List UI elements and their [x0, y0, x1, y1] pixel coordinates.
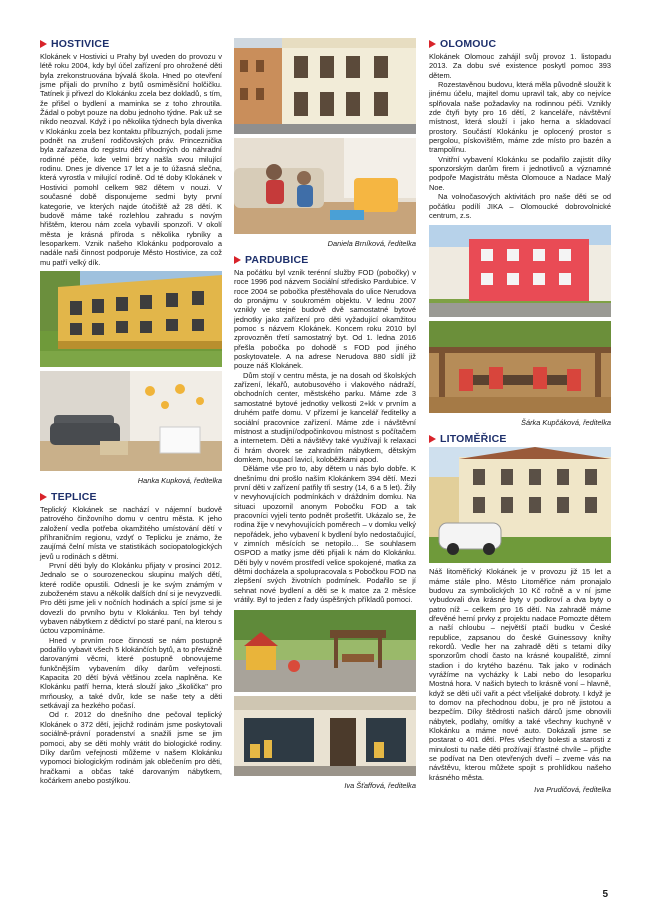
- section-heading-teplice: TEPLICE: [40, 491, 222, 503]
- red-triangle-icon: [40, 40, 47, 48]
- column-middle: [234, 38, 416, 796]
- olomouc-building-photo: [429, 225, 611, 317]
- pardubice-street-photo: [234, 38, 416, 134]
- hostivice-text: Klokánek v Hostivici u Prahy byl uveden do provozu v létě roku 2004, kdy byl účel zařízení pro ohrožené děti byla zrekonstruována bývalá škola. Hned po otevření jsme přijali do prvního z bytů osmiměsíční holčičku. Tatínek ji přivezl do Klokánku zcela bez dokladů, s tím, že přišel o bydlení a maminka se z toho zhroutila. Žádal o pobyt pouze na dobu jednoho týdne. Pak už se nikdo neozval. Když i po několika týdnech byla divenka v Klokánku zcela bez kontaktu příbuzných, podali jsme podnět na zrušení rodičovských práv. Princeznička byla zařazena do registru dětí vhodných do náhradní rodinné péče, kde velmi brzy našla svou milující rodinu. Dnes je dívence 17 let a je to úžasná slečna, která vyrostla v milující rodině. Od té doby Klokánek v Hostivici pomohl celkem 982 dětem v nouzi. V současné době disponujeme sedmi byty první kategorie, ve kterých najde útočiště až 28 dětí. K budově máme také rozlehlou zahradu s novým hřištěm, kterou nám zcela vybavili sponzoři. V okolí města je krásná příroda s několika rybníky a lesoparkem. Vznik našeho Klokánku podporovalo a nadále naši činnost podporuje Město Hostivice, za což mu patří velký dík.: [40, 52, 222, 267]
- hostivice-director-caption: Hanka Kupková, ředitelka: [137, 475, 222, 485]
- section-heading-pardubice: PARDUBICE: [234, 254, 416, 266]
- red-triangle-icon: [429, 435, 436, 443]
- section-heading-olomouc: OLOMOUC: [429, 38, 611, 50]
- red-triangle-icon: [40, 493, 47, 501]
- pardubice-text: Na počátku byl vznik terénní služby FOD (pobočky) v roce 1996 pod názvem Sociální středisko Pardubice. V roce 2004 se pobočka přestěhovala do ulice Nerudova do pronájmu v soukromém objektu. V lednu 2007 vznikly ve stejné budově dvě samostatné bytové jednotky jako zařízení pro děti vyžadující okamžitou pomoc s názvem Klokánek. Koncem roku 2010 byl zprovozněn třetí samostatný byt. Od 1. ledna 2016 přešla pobočka po dohodě s FOD pod jiného poskytovatele. A na adrese Nerudova 880 sídlí již pouze náš Klokánek. Dům stojí v centru města, je na dosah od školských zařízení, lékařů, autobusového i vlakového nádraží, obchodních center, městského parku. Máme zde 3 samostatné bytové jednotky velkosti 2+kk v prvním a druhém patře domu. V přízemí je kancelář ředitelky a sociální pracovnice zařízení. Máme zde i návštěvní místnost a studijní/odpočinkovou místnost s počítačem a internetem. Děti a návštěvy také využívají k relaxaci či hrám dvorek se zahradním nábytkem, dětským domkem, houpací lavicí, koloběžkami apod. Děláme vše pro to, aby dětem u nás bylo dobře. K dnešnímu dni prošlo naším Klokánkem 394 dětí. Mezi první děti v zařízení patřily tři sestry (14, 6 a 5 let). Žily v nevyhovujících podmínkách v dráždním domku. Na situaci upozornil anonym Pobočku FOD a tak pracovníci vyjeli tento podnět prošetřit. Ukázalo se, že rodina žije v nevyhovujících poměrech – v domku velký nepořádek, jeho vybavení k bydlení bylo nedostačující, v zimních měsících se netopilo… Se souhlasem OSPOD a matky jsme děti přijali k nám do Klokánku. Děti byly v novém prostředí velice spokojené, matka za dětmi docházela a spolupracovala s Pobočkou FOD na zlepšení svých životních podmínek. Podařilo se jí sehnat nové bydlení a děti se k matce za 2 měsíce vrátily. Byl to jeden z řady úspěšných příkladů pomoci.: [234, 268, 416, 605]
- teplice-text: Teplický Klokánek se nachází v nájemní budově patrového činžovního domu v centru města. K jeho založení vedla potřeba okamžitého umístování dětí v příhraničním regionu, vzdyť o Teplicku je známo, že zaujímá čelní místa ve statistikách sociopatologických jevů u rodinách s dětmi. První děti byly do Klokánku přijaty v prosinci 2012. Jednalo se o sourozeneckou skupinu malých dětí, které rodiče opustili. Odnesli je ke svým známým v zuboženém stavu a několik dalších dní si je nevyzvedli. Pro děti jsme jeli v nočních hodinách a spící jsme si je dovezli do prvního bytu v Klokánku. Ten byl tehdy vybaven nábytkem z dědictví po staré paní, na kterou s úctou vzpomínáme. Hned v prvním roce činnosti se nám postupně podařilo vybavit všech 5 klokánčích bytů, a to převážně darovanými věcmi, které postupně obnovujeme funkčnějším vybavením díky darům veřejnosti. Kapacita 20 dětí bývá většinou zcela naplněna. Ke Klokánku patří herna, která slouží jako „školička" pro mrňousky, a také dvůr, kde se naše tety a děti setkávají za hezkého počasí. Od r. 2012 do dnešního dne pečoval teplický Klokánek o 372 dětí, jejichž rodinám jsme poskytovali sociálně-právní poradenství a snažili jsme se jim pomoci, aby se děti mohly vrátit do biologické rodiny. Díky darům veřejnosti můžeme v našem Klokánku vypomoci biologickým rodinám jak oblečením pro děti, hračkami a občas také darovaným nábytkem, kočárkem anebo postýlkou.: [40, 504, 222, 785]
- pardubice-garden-photo: [234, 610, 416, 692]
- litomerice-director-caption: Iva Prudičová, ředitelka: [534, 785, 611, 795]
- red-triangle-icon: [429, 40, 436, 48]
- pardubice-children-photo: [234, 138, 416, 234]
- hostivice-playroom-photo: [40, 371, 222, 471]
- section-heading-litomerice: LITOMĚŘICE: [429, 433, 611, 445]
- olomouc-pergola-photo: [429, 321, 611, 413]
- litomerice-text: Náš litoměřický Klokánek je v provozu již 15 let a máme stále plno. Město Litoměřice nám pronajalo budovu za symbolických 10 Kč ročně a v ní jsme vybudovali dva krásné byty v podkroví a dva byty o patro níž – celkem pro 16 dětí. Na zahradě máme dřevěné herní prvky z projektu nadace Pomozte dětem a naší chloubu – největší ptačí budku v České republice, zapsanou do české Guinessovy knihy rekordů. Vedle her na zahradě děti s tetami díky sponzorům chodí často na krásné koupaliště, zimní stadion i do krytého bazénu. Tak jako v rodinách vyrážíme na vycházky k Labi nebo do lesoparku Mostná hora. V našich bytech to krásně voní – hlavně, když se děti učí vařit a péct všeliјaké dobroty. I když je to domov na přechodnou dobu, je pro ně jistotou a bezpečím. Díky štědrosti našich dárců jsme obnovili nábytek, podlahy, omítky a také všechny kuchyně v Klokánku a máme nové auto. Dokázali jsme se postarat o 401 dětí. Přes všechny bolesti a starosti z minulosti tu naše děti prožívají šťastné chvíle – přijďte se podívat na Den otevřených dveří – zveme vás na návštěvu, kterou můžete spojit s prohlídkou našeho krásného města.: [429, 567, 611, 782]
- page-number: 5: [602, 889, 608, 900]
- column-left: [40, 38, 222, 785]
- section-heading-hostivice: HOSTIVICE: [40, 38, 222, 50]
- red-triangle-icon: [234, 256, 241, 264]
- pardubice-bottom-caption: Iva Šťaffová, ředitelka: [344, 781, 416, 791]
- pardubice-top-caption: Daniela Brníková, ředitelka: [327, 239, 416, 248]
- litomerice-building-photo: [429, 447, 611, 563]
- pardubice-storefront-photo: [234, 696, 416, 776]
- olomouc-director-caption: Šárka Kupčáková, ředitelka: [521, 418, 611, 428]
- hostivice-building-photo: [40, 271, 222, 367]
- olomouc-text: Klokánek Olomouc zahájil svůj provoz 1. listopadu 2013. Za dobu své existence poskytl pomoc 393 dětem. Rozestavěnou budovu, která měla původně sloužit k jinému účelu, majitel domu upravil tak, aby co nejvíce splňovala naše požadavky na rodinnou péči. Vznikly zde čtyři byty pro 16 dětí, 2 kanceláře, návštěvní místnost, která slouží i jako herna a skladovací prostory. Součástí Klokánku je oplocený prostor s pergolou, pískovištěm, máme zde místo pro bazén a trampolínu. Vnitřní vybavení Klokánku se podařilo zajistit díky sponzorským darům firem i jednotlivců a významné podpoře Magistrátu města Olomouce a Nadace Malý Noe. Na volnočasových aktivitách pro naše děti se od počátku podílí JIKA – Olomoucké dobrovolnické centrum, z.s.: [429, 52, 611, 220]
- column-right: [429, 38, 611, 800]
